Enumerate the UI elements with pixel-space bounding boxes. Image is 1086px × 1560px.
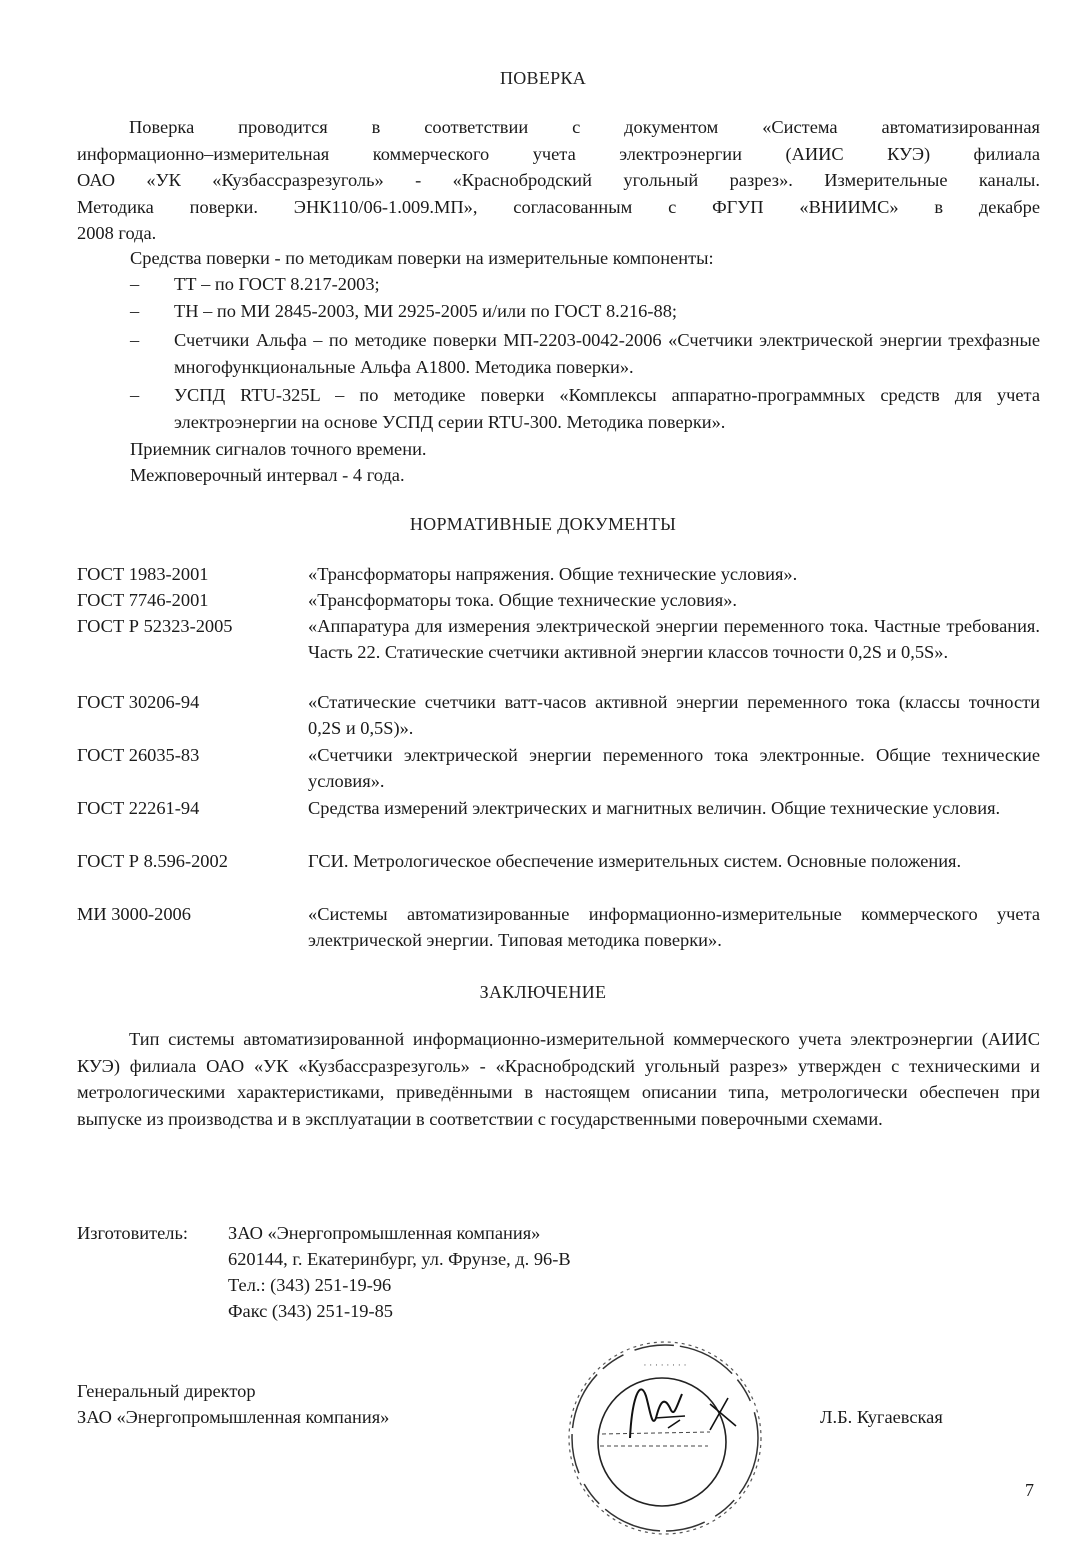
intro-line: Методика поверки. ЭНК110/06-1.009.МП», согласованным с ФГУП «ВНИИМС» в декабре bbox=[77, 196, 1040, 217]
bullet-dash: – bbox=[130, 301, 140, 321]
verification-receiver: Приемник сигналов точного времени. bbox=[130, 439, 427, 459]
intro-line: 2008 года. bbox=[77, 223, 157, 243]
normative-code: ГОСТ 26035-83 bbox=[77, 745, 200, 765]
intro-line: Поверка проводится в соответствии с документом «Система автоматизированная bbox=[129, 117, 1040, 137]
normative-desc: Средства измерений электрических и магнитных величин. Общие технические условия. bbox=[308, 798, 1001, 818]
normative-code: ГОСТ 30206-94 bbox=[77, 692, 200, 712]
manufacturer-fax: Факс (343) 251-19-85 bbox=[228, 1301, 393, 1321]
normative-code: ГОСТ 22261-94 bbox=[77, 798, 200, 818]
signatory-position: Генеральный директор bbox=[77, 1381, 256, 1401]
bullet-dash: – bbox=[130, 274, 140, 294]
normative-code: ГОСТ Р 8.596-2002 bbox=[77, 851, 228, 871]
manufacturer-phone: Тел.: (343) 251-19-96 bbox=[228, 1275, 392, 1295]
manufacturer-address: 620144, г. Екатеринбург, ул. Фрунзе, д. 96-В bbox=[228, 1249, 571, 1269]
normative-desc: «Статические счетчики ватт-часов активной энергии переменного тока (классы точности 0,2S и 0,5S)». bbox=[308, 692, 1040, 738]
bullet-dash: – bbox=[130, 385, 140, 405]
conclusion-heading: ЗАКЛЮЧЕНИЕ bbox=[479, 982, 607, 1002]
intro-line: ОАО «УК «Кузбассразрезуголь» - «Краснобродский угольный разрез». Измерительные каналы. bbox=[77, 170, 1040, 190]
company-stamp-icon bbox=[560, 1338, 770, 1538]
normative-desc: «Счетчики электрической энергии переменного тока электронные. Общие технические условия». bbox=[308, 745, 1040, 791]
verification-means-intro: Средства поверки - по методикам поверки на измерительные компоненты: bbox=[130, 248, 714, 268]
normative-code: МИ 3000-2006 bbox=[77, 904, 191, 924]
normative-code: ГОСТ 7746-2001 bbox=[77, 590, 209, 610]
normative-desc: ГСИ. Метрологическое обеспечение измерительных систем. Основные положения. bbox=[308, 851, 962, 871]
verification-intro bbox=[77, 114, 1040, 247]
signatory-name: Л.Б. Кугаевская bbox=[820, 1407, 943, 1427]
normative-desc: «Системы автоматизированные информационно-измерительные коммерческого учета электрической энергии. Типовая методика поверки». bbox=[308, 904, 1040, 950]
page-number: 7 bbox=[1025, 1480, 1034, 1500]
svg-text:· · · · · · · ·: · · · · · · · · bbox=[643, 1361, 687, 1371]
normative-desc: «Трансформаторы напряжения. Общие технические условия». bbox=[308, 564, 798, 584]
normative-desc: «Трансформаторы тока. Общие технические условия». bbox=[308, 590, 737, 610]
bullet-dash: – bbox=[130, 330, 140, 350]
normative-desc: «Аппаратура для измерения электрической энергии переменного тока. Частные требования. Часть 22. Статические счетчики активной энергии классов точности 0,2S и 0,5S». bbox=[308, 616, 1040, 662]
bullet-text: УСПД RTU-325L – по методике поверки «Комплексы аппаратно-программных средств для учета электроэнергии на основе УСПД серии RTU-300. Методика поверки». bbox=[174, 385, 1040, 432]
manufacturer-label: Изготовитель: bbox=[77, 1223, 188, 1243]
signatory-company: ЗАО «Энергопромышленная компания» bbox=[77, 1407, 390, 1427]
normative-code: ГОСТ 1983-2001 bbox=[77, 564, 209, 584]
intro-line: информационно–измерительная коммерческого учета электроэнергии (АИИС КУЭ) филиала bbox=[77, 143, 1040, 164]
normative-heading: НОРМАТИВНЫЕ ДОКУМЕНТЫ bbox=[409, 514, 677, 534]
verification-heading: ПОВЕРКА bbox=[499, 68, 587, 88]
bullet-text: Счетчики Альфа – по методике поверки МП-2203-0042-2006 «Счетчики электрической энергии трехфазные многофункциональные Альфа А1800. Методика поверки». bbox=[174, 330, 1040, 377]
verification-interval: Межповерочный интервал - 4 года. bbox=[130, 465, 405, 485]
conclusion-text: Тип системы автоматизированной информационно-измерительной коммерческого учета электроэнергии (АИИС КУЭ) филиала ОАО «УК «Кузбассразрезуголь» - «Краснобродский угольный разрез» утвержден с техническими и метрологическими характеристиками, приведёнными в настоящем описании типа, метрологически обеспечен при выпуске из производства и в эксплуатации в соответствии с государственными поверочными схемами. bbox=[77, 1029, 1040, 1129]
bullet-text: ТТ – по ГОСТ 8.217-2003; bbox=[174, 274, 380, 294]
normative-code: ГОСТ Р 52323-2005 bbox=[77, 616, 233, 636]
manufacturer-name: ЗАО «Энергопромышленная компания» bbox=[228, 1223, 541, 1243]
bullet-text: ТН – по МИ 2845-2003, МИ 2925-2005 и/или по ГОСТ 8.216-88; bbox=[174, 301, 677, 321]
